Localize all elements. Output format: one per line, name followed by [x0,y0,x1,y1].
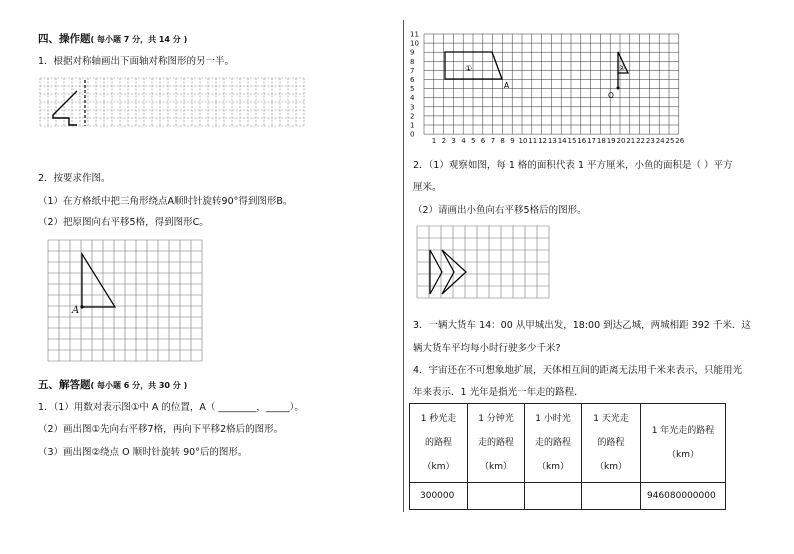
question-r2-2: （2）请画出小鱼向右平移5格后的图形。 [413,205,587,216]
value-year: 946080000000 [641,483,726,510]
point-a-dot [80,305,83,308]
figure-2-label: ② [619,64,626,72]
point-o-dot [617,87,620,90]
question-4-2-2: （2）把原图向右平移5格，得到图形C。 [38,217,209,228]
section4-note: ( 每小题 7 分，共 14 分 ) [90,35,188,44]
header-year-l2: （km） [667,450,699,460]
question-4-2: 2．按要求作图。 [38,173,111,184]
x-tick-label: 4 [461,137,466,146]
value-minute[interactable] [468,483,525,510]
symmetry-grid [40,78,304,158]
triangle-grid [45,240,215,366]
header-minute-l1: 1 分钟光 [478,414,514,424]
table-header-row [410,404,726,483]
header-hour-l1: 1 小时光 [535,414,571,424]
header-minute-l3: （km） [480,462,512,472]
x-tick-label: 13 [547,137,557,146]
section4-title [38,31,187,46]
header-hour-l3: （km） [537,462,569,472]
question-5-1-1: 1．（1）用数对表示图①中 A 的位置，A（ ________，_____）。 [38,402,304,413]
x-tick-label: 22 [636,137,646,146]
header-second-l3: （km） [422,462,455,472]
header-cell-minute [468,404,525,483]
question-5-1-2: （2）画出图①先向右平移7格，再向下平移2格后的图形。 [38,424,284,435]
point-o-label: O [608,91,614,100]
y-tick-label: 7 [410,66,415,75]
header-day-l3: （km） [595,462,627,472]
section5-title-text: 五、解答题 [38,379,91,391]
question-5-1-3: （3）画出图②绕点 O 顺时针旋转 90°后的图形。 [38,447,248,458]
question-4-1: 1．根据对称轴画出下面轴对称图形的另一半。 [38,56,235,67]
header-second-l2: 的路程 [424,438,452,448]
x-tick-label: 1 [431,137,437,146]
value-hour[interactable] [525,483,582,510]
table-row [410,483,726,510]
question-4-2-1: （1）在方格纸中把三角形绕点A顺时针旋转90°得到图形B。 [38,196,293,207]
point-a-grid-label: A [504,81,510,90]
question-r2-line1: 2．（1）观察如图，每 1 格的面积代表 1 平方厘米，小鱼的面积是（ ）平方 [413,160,733,171]
y-tick-label: 0 [410,130,415,139]
x-tick-label: 25 [665,137,675,146]
x-tick-label: 16 [577,137,587,146]
y-tick-label: 10 [410,39,419,48]
header-day-l1: 1 天光走 [593,414,629,424]
x-tick-label: 17 [587,137,597,146]
point-a-label: A [72,305,80,316]
question-r3-line1: 3．一辆大货车 14：00 从甲城出发，18:00 到达乙城，两城相距 392 千米．这 [413,320,751,331]
header-cell-year [641,404,726,483]
x-tick-label: 8 [500,137,505,146]
x-tick-label: 19 [606,137,616,146]
y-tick-label: 11 [410,30,419,39]
y-tick-label: 5 [410,85,415,94]
value-second: 300000 [410,483,468,510]
x-tick-label: 15 [567,137,577,146]
header-minute-l2: 走的路程 [477,438,514,448]
x-tick-label: 7 [490,137,496,146]
fish-figure [430,250,466,294]
y-tick-label: 8 [410,57,415,66]
header-cell-second [410,404,468,483]
light-distance-table [409,403,726,510]
half-figure [53,91,77,125]
question-r4-line2: 年来表示．1 光年是指光一年走的路程． [413,387,584,398]
section4-title-text: 四、操作题 [38,33,91,45]
x-tick-label: 12 [538,137,548,146]
x-tick-label: 6 [480,137,486,146]
header-second-l1: 1 秒光走 [420,414,457,424]
question-r2-line2: 厘米。 [413,182,442,193]
header-hour-l2: 走的路程 [534,438,571,448]
fish-grid [417,226,551,306]
x-tick-label: 14 [557,137,567,146]
header-day-l2: 的路程 [597,438,625,448]
header-cell-hour [525,404,582,483]
y-tick-label: 4 [410,94,415,103]
x-tick-label: 18 [596,137,606,146]
y-tick-label: 1 [410,121,415,130]
header-cell-day [582,404,641,483]
x-tick-label: 20 [616,137,626,146]
x-tick-label: 9 [510,137,515,146]
question-r4-line1: 4．宇宙还在不可想象地扩展，天体相互间的距离无法用千米来表示，只能用光 [413,365,743,376]
x-tick-label: 10 [518,137,528,146]
figure-1-label: ① [465,64,473,73]
value-day[interactable] [582,483,641,510]
header-year-l1: 1 年光走的路程 [651,426,715,436]
y-tick-label: 3 [410,103,415,112]
x-tick-label: 3 [451,137,456,146]
x-tick-label: 5 [471,137,476,146]
y-tick-label: 2 [410,112,415,121]
x-tick-label: 26 [675,137,685,146]
x-tick-label: 11 [528,137,538,146]
y-tick-label: 9 [410,48,415,57]
y-tick-label: 6 [410,76,415,84]
x-tick-label: 21 [626,137,636,146]
section5-note: ( 每小题 6 分，共 30 分 ) [90,381,188,390]
coordinate-grid [410,28,686,153]
x-tick-label: 23 [645,137,655,146]
x-tick-label: 2 [441,137,447,146]
section5-title [38,377,187,392]
question-r3-line2: 辆大货车平均每小时行驶多少千米? [413,343,561,354]
column-divider [403,20,404,512]
x-tick-label: 24 [655,137,665,146]
